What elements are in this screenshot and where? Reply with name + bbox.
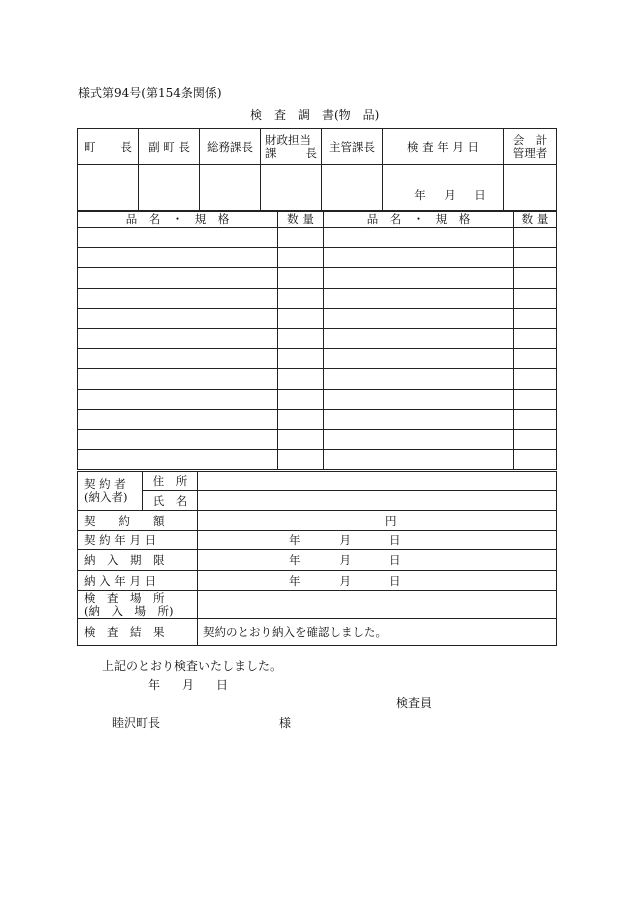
result-text: 契約のとおり納入を確認しました。 — [198, 619, 557, 646]
contract-date-label: 契 約 年 月 日 — [78, 531, 198, 550]
item-row — [78, 450, 557, 470]
item-name-cell[interactable] — [324, 328, 514, 348]
footer-date: 年 月 日 — [148, 678, 229, 692]
item-name-cell[interactable] — [78, 228, 278, 248]
header-zaisei: 財政担当 課 長 — [261, 129, 322, 165]
item-qty-cell[interactable] — [278, 429, 324, 449]
item-name-cell[interactable] — [78, 409, 278, 429]
item-qty-cell[interactable] — [514, 328, 557, 348]
col-item-name: 品 名 ・ 規 格 — [324, 211, 514, 228]
item-qty-cell[interactable] — [514, 389, 557, 409]
delivery-date-label: 納 入 年 月 日 — [78, 571, 198, 591]
item-qty-cell[interactable] — [278, 248, 324, 268]
item-name-cell[interactable] — [78, 389, 278, 409]
stamp-box[interactable] — [139, 165, 200, 212]
item-row — [78, 429, 557, 449]
item-name-cell[interactable] — [324, 450, 514, 470]
item-row — [78, 288, 557, 308]
item-row — [78, 328, 557, 348]
inspector-label: 検査員 — [396, 696, 433, 710]
result-label: 検 査 結 果 — [78, 619, 198, 646]
item-qty-cell[interactable] — [278, 349, 324, 369]
item-qty-cell[interactable] — [514, 268, 557, 288]
item-qty-cell[interactable] — [278, 389, 324, 409]
col-item-name: 品 名 ・ 規 格 — [78, 211, 278, 228]
item-qty-cell[interactable] — [278, 288, 324, 308]
header-kaikei: 会 計 管理者 — [504, 129, 557, 165]
item-name-cell[interactable] — [324, 429, 514, 449]
item-qty-cell[interactable] — [514, 228, 557, 248]
item-qty-cell[interactable] — [514, 409, 557, 429]
inspection-place-field[interactable] — [198, 591, 557, 619]
stamp-box[interactable] — [504, 165, 557, 212]
stamp-box[interactable] — [200, 165, 261, 212]
item-qty-cell[interactable] — [278, 409, 324, 429]
amount-label: 契 約 額 — [78, 511, 198, 531]
items-table — [77, 210, 557, 470]
item-row — [78, 248, 557, 268]
header-chokucho: 町 長 — [78, 129, 139, 165]
item-qty-cell[interactable] — [278, 450, 324, 470]
item-row — [78, 308, 557, 328]
item-name-cell[interactable] — [324, 409, 514, 429]
item-qty-cell[interactable] — [514, 450, 557, 470]
item-qty-cell[interactable] — [514, 248, 557, 268]
honorific: 様 — [279, 716, 292, 730]
item-name-cell[interactable] — [78, 328, 278, 348]
item-name-cell[interactable] — [78, 429, 278, 449]
item-qty-cell[interactable] — [514, 308, 557, 328]
form-number: 様式第94号(第154条関係) — [78, 86, 222, 100]
item-qty-cell[interactable] — [514, 429, 557, 449]
item-row — [78, 349, 557, 369]
item-qty-cell[interactable] — [278, 328, 324, 348]
inspection-date-cell[interactable]: 年 月 日 — [383, 165, 504, 212]
header-fuku: 副 町 長 — [139, 129, 200, 165]
item-name-cell[interactable] — [324, 268, 514, 288]
inspection-place-label: 検 査 場 所 (納 入 場 所) — [78, 591, 198, 619]
item-name-cell[interactable] — [324, 248, 514, 268]
item-qty-cell[interactable] — [278, 369, 324, 389]
delivery-date-field[interactable]: 年 月 日 — [198, 571, 557, 591]
stamp-box[interactable] — [78, 165, 139, 212]
delivery-deadline-label: 納 入 期 限 — [78, 550, 198, 571]
item-qty-cell[interactable] — [514, 288, 557, 308]
item-name-cell[interactable] — [78, 248, 278, 268]
item-row — [78, 228, 557, 248]
contractor-label: 契 約 者 (納入者) — [78, 472, 143, 511]
col-quantity: 数 量 — [514, 211, 557, 228]
addressee: 睦沢町長 — [112, 716, 161, 730]
details-table — [77, 471, 557, 646]
item-row — [78, 409, 557, 429]
approval-table — [77, 128, 557, 212]
stamp-box[interactable] — [261, 165, 322, 212]
item-row — [78, 268, 557, 288]
item-name-cell[interactable] — [78, 369, 278, 389]
header-somu: 総務課長 — [200, 129, 261, 165]
item-name-cell[interactable] — [78, 450, 278, 470]
name-label: 氏 名 — [143, 491, 198, 511]
item-qty-cell[interactable] — [278, 308, 324, 328]
item-qty-cell[interactable] — [278, 228, 324, 248]
item-name-cell[interactable] — [324, 369, 514, 389]
delivery-deadline-field[interactable]: 年 月 日 — [198, 550, 557, 571]
item-name-cell[interactable] — [78, 349, 278, 369]
item-qty-cell[interactable] — [278, 268, 324, 288]
stamp-box[interactable] — [322, 165, 383, 212]
item-name-cell[interactable] — [324, 349, 514, 369]
item-name-cell[interactable] — [324, 389, 514, 409]
item-qty-cell[interactable] — [514, 369, 557, 389]
item-name-cell[interactable] — [324, 308, 514, 328]
document-title: 検 査 調 書(物 品) — [250, 108, 380, 122]
item-row — [78, 389, 557, 409]
item-name-cell[interactable] — [78, 268, 278, 288]
item-qty-cell[interactable] — [514, 349, 557, 369]
item-row — [78, 369, 557, 389]
name-field[interactable] — [198, 491, 557, 511]
item-name-cell[interactable] — [78, 308, 278, 328]
header-shukan: 主管課長 — [322, 129, 383, 165]
col-quantity: 数 量 — [278, 211, 324, 228]
contract-date-field[interactable]: 年 月 日 — [198, 531, 557, 550]
address-label: 住 所 — [143, 472, 198, 491]
item-name-cell[interactable] — [324, 228, 514, 248]
address-field[interactable] — [198, 472, 557, 491]
statement: 上記のとおり検査いたしました。 — [102, 659, 283, 673]
item-name-cell[interactable] — [78, 288, 278, 308]
header-kensa-date: 検 査 年 月 日 — [383, 129, 504, 165]
item-name-cell[interactable] — [324, 288, 514, 308]
amount-field[interactable]: 円 — [198, 511, 557, 531]
